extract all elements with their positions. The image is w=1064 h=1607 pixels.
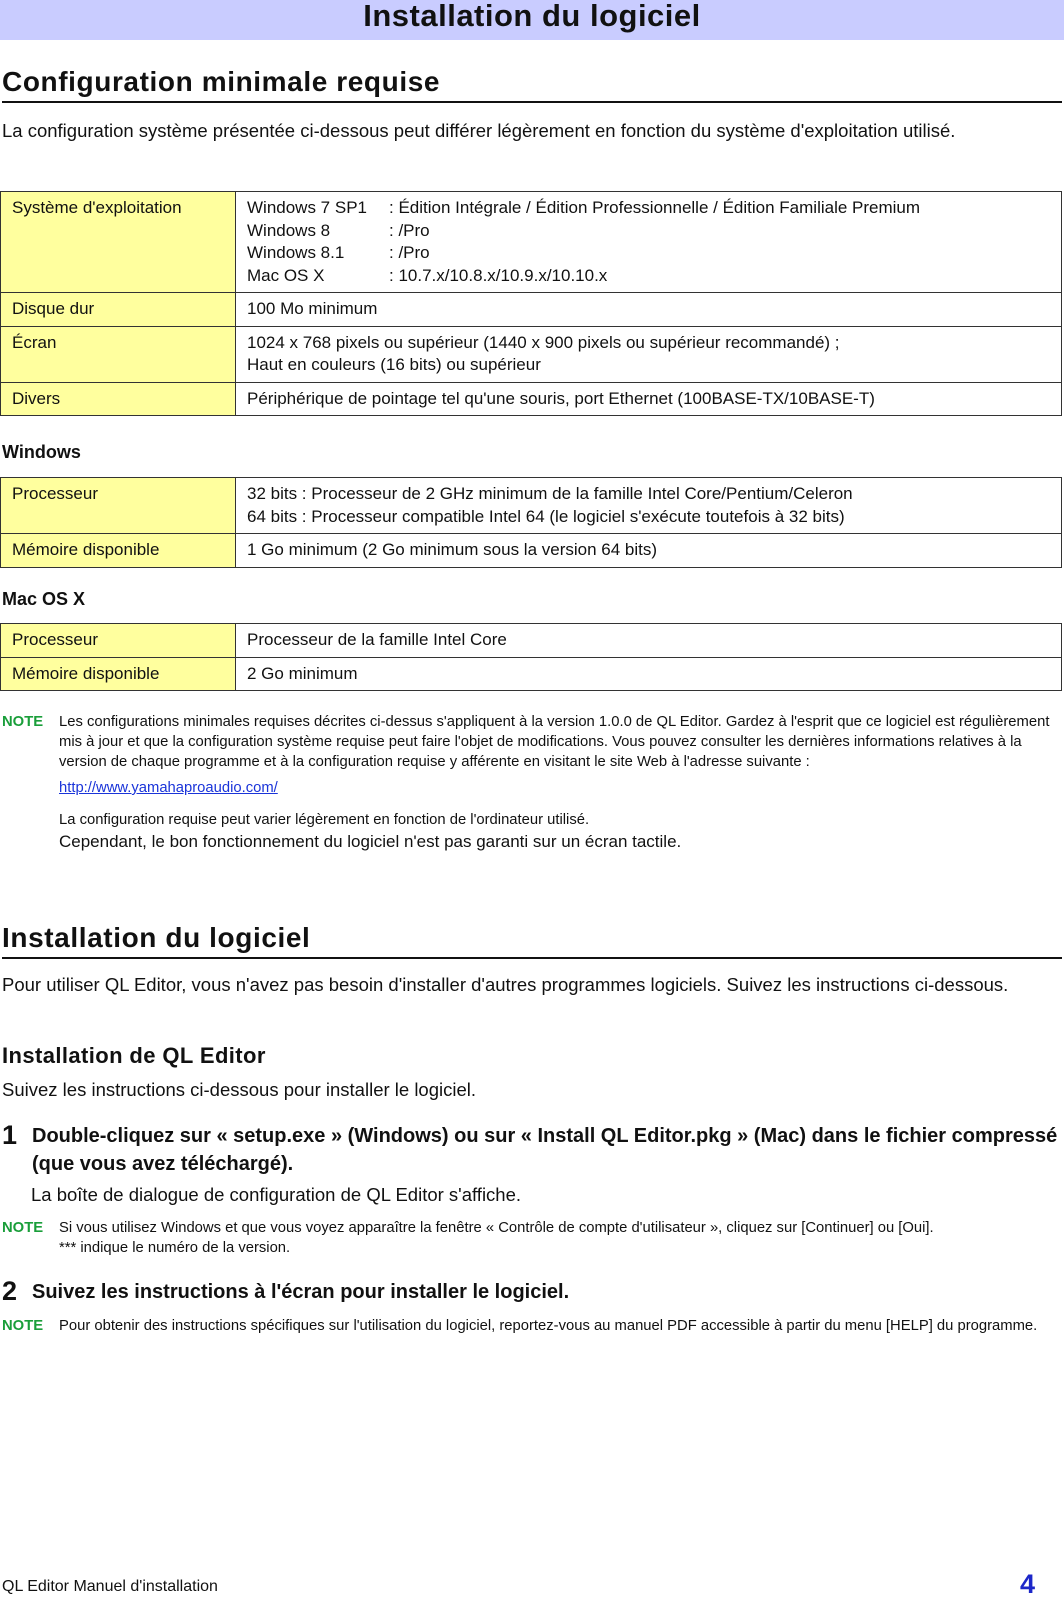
windows-cpu-value [236,478,1062,534]
misc-label: Divers [1,382,236,416]
table-row [1,293,1062,327]
os-detail: : /Pro [389,243,430,262]
note-tag: NOTE [2,714,44,730]
cpu-line: 32 bits : Processeur de 2 GHz minimum de la famille Intel Core/Pentium/Celeron [247,484,853,503]
cpu-line: 64 bits : Processeur compatible Intel 64 (le logiciel s'exécute toutefois à 32 bits) [247,506,845,526]
misc-value: Périphérique de pointage tel qu'une souris, port Ethernet (100BASE-TX/10BASE-T) [236,382,1062,416]
note-tag: NOTE [2,1220,44,1236]
table-row [1,657,1062,691]
config-intro: La configuration système présentée ci-dessous peut différer légèrement en fonction du système d'exploitation utilisé. [2,120,956,141]
mac-cpu-label: Processeur [1,624,236,658]
windows-requirements-table [0,477,1062,568]
windows-cpu-label: Processeur [1,478,236,534]
mac-memory-value: 2 Go minimum [236,657,1062,691]
step-2 [2,1278,1060,1306]
install-heading: Installation du logiciel [2,922,1062,959]
footer-doc-title: QL Editor Manuel d'installation [2,1578,218,1595]
step-2-note [2,1316,1060,1336]
screen-line: 1024 x 768 pixels ou supérieur (1440 x 900 pixels ou supérieur recommandé) ; [247,332,840,352]
os-label: Système d'exploitation [1,192,236,293]
table-row [1,192,1062,293]
banner-title: Installation du logiciel [363,0,701,33]
step-number: 2 [2,1276,18,1306]
install-sub-intro: Suivez les instructions ci-dessous pour installer le logiciel. [2,1079,477,1100]
step-number: 1 [2,1120,18,1150]
mac-memory-label: Mémoire disponible [1,657,236,691]
requirements-note [2,712,1060,852]
step-1-result: La boîte de dialogue de configuration de QL Editor s'affiche. [31,1184,522,1205]
os-name: Windows 8 [247,220,331,240]
note-text: Les configurations minimales requises décrites ci-dessus s'appliquent à la version 1.0.0 de QL Editor. Gardez à l'esprit que ce logiciel est régulièrement mis à jour et que la configuration système requise peut faire l'objet de modifications. Vous pouvez consulter les dernières informations relatives à la version de chaque programme et à la configuration requise y afférente en visitant le site Web à l'adresse suivante : [59,714,1050,770]
step-title: Suivez les instructions à l'écran pour installer le logiciel. [32,1281,570,1303]
windows-heading: Windows [2,442,81,462]
mac-requirements-table [0,623,1062,691]
table-row [1,624,1062,658]
windows-memory-value: 1 Go minimum (2 Go minimum sous la version 64 bits) [236,534,1062,568]
install-intro: Pour utiliser QL Editor, vous n'avez pas besoin d'installer d'autres programmes logiciels. Suivez les instructions ci-dessous. [2,974,1009,995]
screen-line: Haut en couleurs (16 bits) ou supérieur [247,355,541,374]
os-name: Windows 8.1 [247,243,345,262]
page-banner [0,0,1064,40]
table-row [1,478,1062,534]
os-detail: : 10.7.x/10.8.x/10.9.x/10.10.x [389,265,608,285]
config-heading: Configuration minimale requise [2,66,1062,103]
table-row [1,326,1062,382]
note-tag: NOTE [2,1318,44,1334]
screen-label: Écran [1,326,236,382]
table-row [1,534,1062,568]
mac-cpu-value: Processeur de la famille Intel Core [236,624,1062,658]
note-line: Si vous utilisez Windows et que vous voyez apparaître la fenêtre « Contrôle de compte d'utilisateur », cliquez sur [Continuer] ou [Oui]. [59,1220,934,1236]
mac-heading: Mac OS X [2,589,86,609]
install-subheading: Installation de QL Editor [2,1043,266,1068]
table-row [1,382,1062,416]
yamaha-website-link[interactable]: http://www.yamahaproaudio.com/ [59,780,278,796]
note-line: La configuration requise peut varier légèrement en fonction de l'ordinateur utilisé. [59,812,590,828]
disk-label: Disque dur [1,293,236,327]
system-requirements-table [0,191,1062,416]
note-text: Pour obtenir des instructions spécifiques sur l'utilisation du logiciel, reportez-vous au manuel PDF accessible à partir du menu [HELP] du programme. [59,1318,1038,1334]
step-1 [2,1122,1060,1178]
os-detail: : /Pro [389,220,430,240]
os-values [236,192,1062,293]
note-line: *** indique le numéro de la version. [59,1240,291,1256]
os-detail: : Édition Intégrale / Édition Professionnelle / Édition Familiale Premium [389,198,921,217]
windows-memory-label: Mémoire disponible [1,534,236,568]
note-line: Cependant, le bon fonctionnement du logiciel n'est pas garanti sur un écran tactile. [59,832,682,851]
step-title: Double-cliquez sur « setup.exe » (Windows) ou sur « Install QL Editor.pkg » (Mac) dans le fichier compressé (que vous avez téléchargé). [32,1125,1058,1175]
page-number: 4 [1020,1569,1036,1599]
os-name: Mac OS X [247,265,325,285]
os-name: Windows 7 SP1 [247,198,367,217]
screen-value [236,326,1062,382]
disk-value: 100 Mo minimum [236,293,1062,327]
step-1-note [2,1218,1060,1258]
